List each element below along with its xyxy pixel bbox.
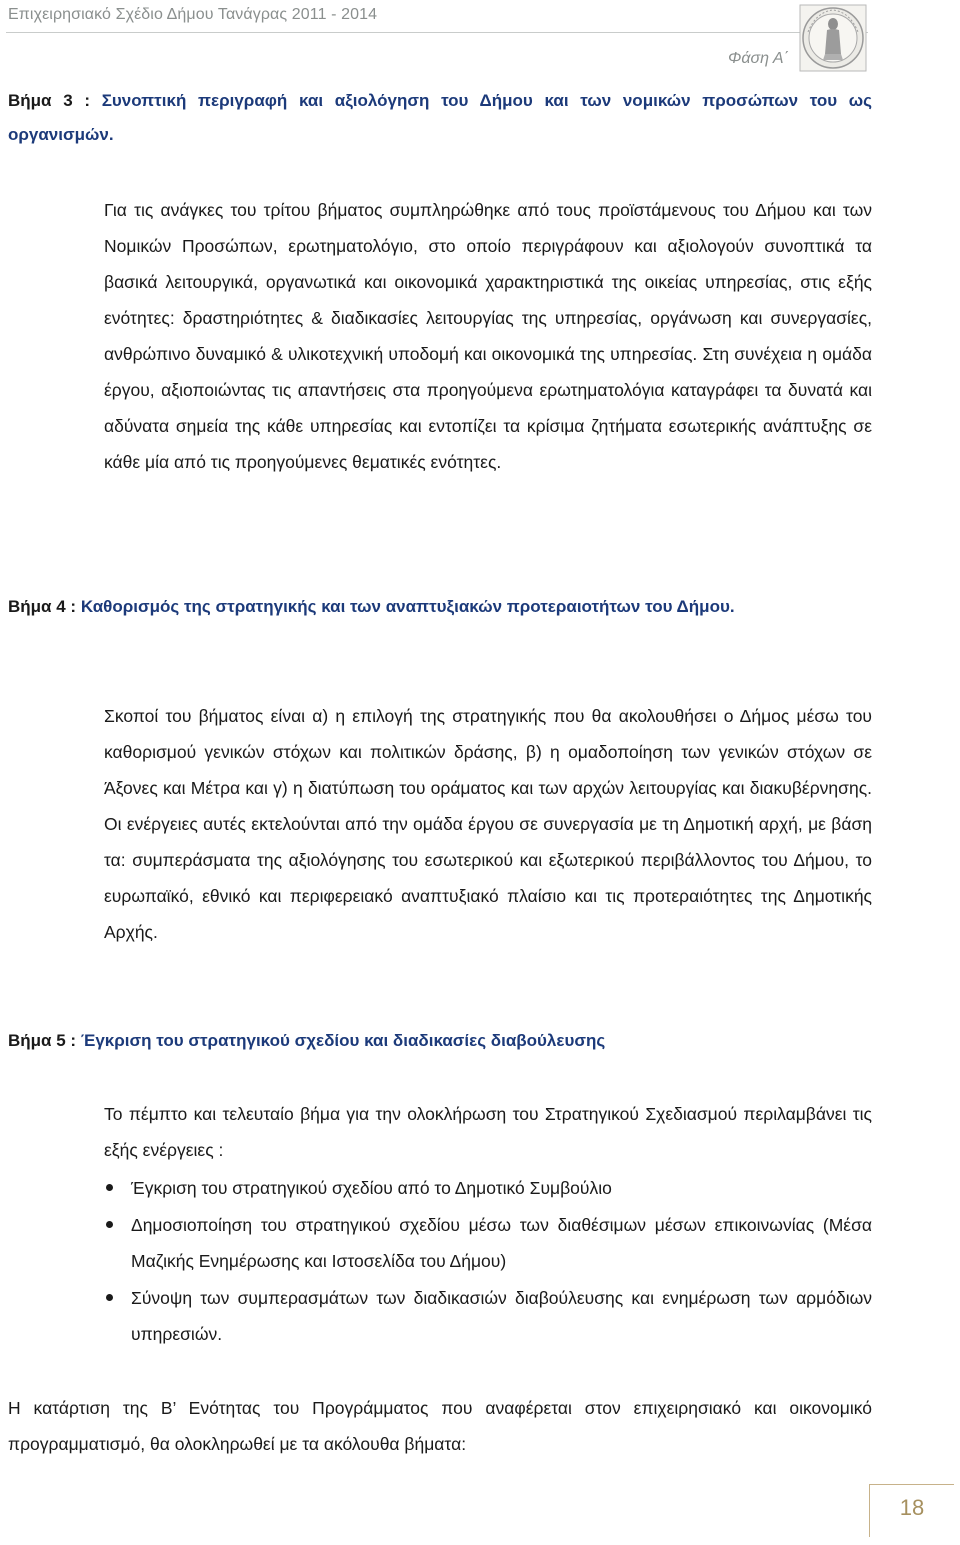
phase-label: Φάση Α΄ xyxy=(728,50,789,67)
page-number: 18 xyxy=(899,1495,925,1520)
step-4-number: Βήμα 4 : xyxy=(8,597,77,616)
step-5-number: Βήμα 5 : xyxy=(8,1031,77,1050)
document-header-title: Επιχειρησιακό Σχέδιο Δήμου Τανάγρας 2011 - 2014 xyxy=(8,6,378,23)
page-number-box xyxy=(869,1484,954,1537)
step-3-title: Συνοπτική περιγραφή και αξιολόγηση του Δήμου και των νομικών προσώπων του ως οργανισμών. xyxy=(8,91,872,144)
closing-paragraph: Η κατάρτιση της Β’ Ενότητας του Προγράμματος που αναφέρεται στον επιχειρησιακό και οικονομικό προγραμματισμό, θα ολοκληρωθεί με τα ακόλουθα βήματα: xyxy=(8,1398,872,1454)
municipal-seal-icon xyxy=(796,2,870,74)
step-5-bullet-list xyxy=(104,1170,872,1353)
list-item: Έγκριση του στρατηγικού σχεδίου από το Δημοτικό Συμβούλιο xyxy=(104,1170,872,1206)
step-5-heading xyxy=(8,1024,872,1058)
list-item: Σύνοψη των συμπερασμάτων των διαδικασιών διαβούλευσης και ενημέρωση των αρμόδιων υπηρεσιών. xyxy=(104,1280,872,1352)
step-4-paragraph: Σκοποί του βήματος είναι α) η επιλογή της στρατηγικής που θα ακολουθήσει ο Δήμος μέσω του καθορισμού γενικών στόχων και πολιτικών δράσης, β) η ομαδοποίηση των γενικών στόχων σε Άξονες και Μέτρα και γ) η διατύπωση του οράματος και των αρχών λειτουργίας και διακυβέρνησης. Οι ενέργειες αυτές εκτελούνται από την ομάδα έργου σε συνεργασία με τη Δημοτική αρχή, με βάση τα: συμπεράσματα της αξιολόγησης του εσωτερικού και εξωτερικού περιβάλλοντος του Δήμου, το ευρωπαϊκό, εθνικό και περιφερειακό αναπτυξιακό πλαίσιο και τις προτεραιότητες της Δημοτικής Αρχής. xyxy=(104,706,872,942)
step-3-number: Βήμα 3 : xyxy=(8,91,90,110)
header-divider xyxy=(6,32,868,33)
step-3-heading xyxy=(8,84,872,152)
step-4-heading xyxy=(8,590,872,624)
step-4-title: Καθορισμός της στρατηγικής και των αναπτυξιακών προτεραιοτήτων του Δήμου. xyxy=(80,597,735,616)
list-item: Δημοσιοποίηση του στρατηγικού σχεδίου μέσω των διαθέσιμων μέσων επικοινωνίας (Μέσα Μαζικής Ενημέρωσης και Ιστοσελίδα του Δήμου) xyxy=(104,1207,872,1279)
step-3-paragraph: Για τις ανάγκες του τρίτου βήματος συμπληρώθηκε από τους προϊστάμενους του Δήμου και των Νομικών Προσώπων, ερωτηματολόγιο, στο οποίο περιγράφουν και αξιολογούν συνοπτικά τα βασικά λειτουργικά, οργανωτικά και οικονομικά χαρακτηριστικά της οικείας υπηρεσίας, στις εξής ενότητες: δραστηριότητες & διαδικασίες λειτουργίας της υπηρεσίας, οργάνωση και συνεργασίες, ανθρώπινο δυναμικό & υλικοτεχνική υποδομή και οικονομικά της υπηρεσίας. Στη συνέχεια η ομάδα έργου, αξιοποιώντας τις απαντήσεις στα προηγούμενα ερωτηματολόγια καταγράφει τα δυνατά και αδύνατα σημεία της κάθε υπηρεσίας και εντοπίζει τα κρίσιμα ζητήματα εσωτερικής ανάπτυξης σε κάθε μία από τις προηγούμενες θεματικές ενότητες. xyxy=(104,200,872,472)
step-5-paragraph: Το πέμπτο και τελευταίο βήμα για την ολοκλήρωση του Στρατηγικού Σχεδιασμού περιλαμβάνει τις εξής ενέργειες : xyxy=(104,1104,872,1160)
step-5-title: Έγκριση του στρατηγικού σχεδίου και διαδικασίες διαβούλευσης xyxy=(80,1031,606,1050)
